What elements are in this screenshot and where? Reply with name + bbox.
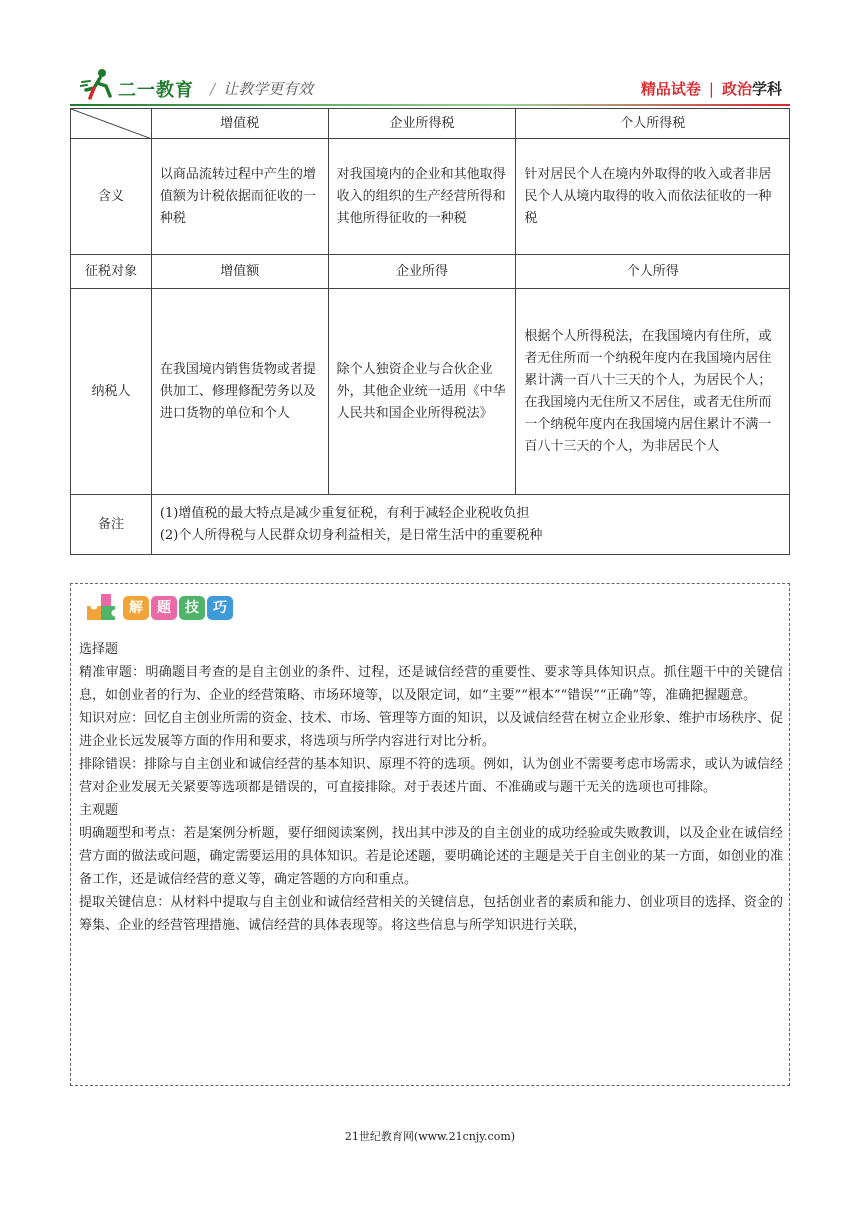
section-heading: 主观题: [79, 803, 119, 818]
puzzle-icon: [85, 594, 121, 630]
page-header: [70, 66, 790, 106]
slogan-text: 让教学更有效: [223, 80, 314, 98]
page-footer: 21世纪教育网(www.21cnjy.com): [344, 1130, 516, 1143]
tax-comparison-table: [70, 108, 790, 555]
table-cell: 根据个人所得税法，在我国境内有住所，或者无住所而一个纳税年度内在我国境内居住累计满一百八十三天的个人，为居民个人；在我国境内无住所又不居住，或者无住所而一个纳税年度内在我国境内居住累计不满一百八十三天的个人，为非居民个人: [516, 289, 790, 495]
table-cell: 除个人独资企业与合伙企业外，其他企业统一适用《中华人民共和国企业所得税法》: [328, 289, 516, 495]
header-personal-tax: 个人所得税: [516, 109, 790, 139]
note-line: (1)增值税的最大特点是减少重复征税，有利于减轻企业税收负担: [159, 505, 530, 521]
title-badge: 技: [179, 596, 205, 620]
tip-paragraph: 明确题型和考点：若是案例分析题，要仔细阅读案例，找出其中涉及的自主创业的成功经验或失败教训，以及企业在诚信经营方面的做法或问题，确定需要运用的具体知识。若是论述题，要明确论述的主题是关于自主创业的某一方面，如创业的准备工作，还是诚信经营的意义等，确定答题的方向和重点。: [79, 826, 783, 887]
header-corporate-tax: 企业所得税: [328, 109, 516, 139]
table-cell: 针对居民个人在境内外取得的收入或者非居民个人从境内取得的收入而依法征收的一种税: [516, 139, 790, 255]
tip-paragraph: 提取关键信息：从材料中提取与自主创业和诚信经营相关的关键信息，包括创业者的素质和能力、创业项目的选择、资金的筹集、企业的经营管理措施、诚信经营的具体表现等。将这些信息与所学知识进行关联，: [79, 895, 783, 933]
table-cell: 个人所得: [516, 255, 790, 289]
table-cell: 在我国境内销售货物或者提供加工、修理修配劳务以及进口货物的单位和个人: [151, 289, 328, 495]
row-label: 征税对象: [71, 255, 152, 289]
header-divider: [70, 104, 790, 106]
note-cell: [151, 495, 789, 555]
solving-tips-box: [70, 583, 790, 1086]
tag-subject-a: 政治: [721, 80, 752, 98]
title-badge: 巧: [207, 596, 233, 620]
row-label: 含义: [71, 139, 152, 255]
table-cell: 以商品流转过程中产生的增值额为计税依据而征收的一种税: [151, 139, 328, 255]
header-vat: 增值税: [151, 109, 328, 139]
table-cell: 对我国境内的企业和其他取得收入的组织的生产经营所得和其他所得征收的一种税: [328, 139, 516, 255]
brand-name: 二一教育: [118, 80, 194, 101]
slogan: / 让教学更有效: [210, 80, 314, 98]
table-row: [71, 289, 790, 495]
table-cell: 增值额: [151, 255, 328, 289]
tag-quality: 精品试卷: [640, 80, 701, 98]
tip-paragraph: 知识对应：回忆自主创业所需的资金、技术、市场、管理等方面的知识，以及诚信经营在树立企业形象、维护市场秩序、促进企业长远发展等方面的作用和要求，将选项与所学内容进行对比分析。: [79, 711, 783, 749]
table-row: [71, 255, 790, 289]
table-row: [71, 139, 790, 255]
row-label: 纳税人: [71, 289, 152, 495]
title-badge: 解: [123, 596, 149, 620]
note-line: (2)个人所得税与人民群众切身利益相关，是日常生活中的重要税种: [159, 527, 543, 543]
tips-title: [123, 596, 233, 620]
table-note-row: [71, 495, 790, 555]
tip-paragraph: 排除错误：排除与自主创业和诚信经营的基本知识、原理不符的选项。例如，认为创业不需要考虑市场需求，或认为诚信经营对企业发展无关紧要等选项都是错误的，可直接排除。对于表述片面、不准确或与题干无关的选项也可排除。: [79, 757, 783, 795]
tip-paragraph: 精准审题：明确题目考查的是自主创业的条件、过程，还是诚信经营的重要性、要求等具体知识点。抓住题干中的关键信息，如创业者的行为、企业的经营策略、市场环境等，以及限定词，如“主要”“根本”“错误”“正确”等，准确把握题意。: [79, 665, 783, 703]
diagonal-header-cell: [71, 109, 152, 139]
runner-logo-icon: [80, 68, 116, 106]
tips-body: [79, 638, 783, 937]
section-heading: 选择题: [79, 642, 119, 657]
tag-subject-b: 学科: [751, 80, 782, 98]
table-cell: 企业所得: [328, 255, 516, 289]
row-label: 备注: [71, 495, 152, 555]
paper-tag: 精品试卷 | 政治学科: [640, 80, 782, 98]
table-header-row: [71, 109, 790, 139]
title-badge: 题: [151, 596, 177, 620]
